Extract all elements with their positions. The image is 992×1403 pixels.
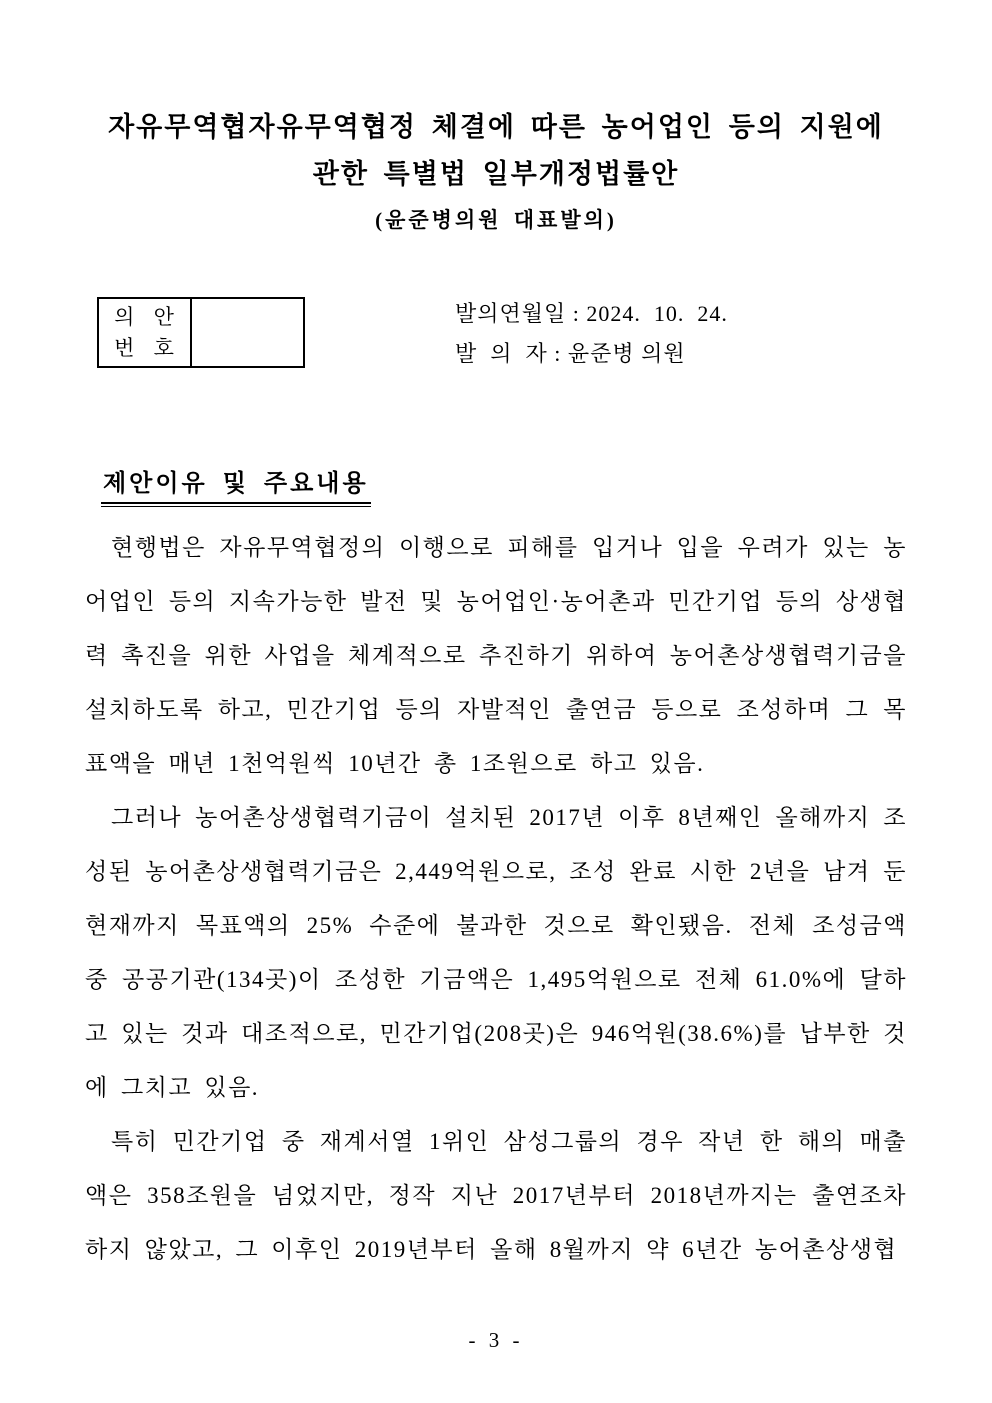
proposal-date: 발의연월일 : 2024. 10. 24. [455, 301, 728, 326]
title-line-1: 자유무역협자유무역협정 체결에 따른 농어업인 등의 지원에 [108, 112, 884, 142]
bill-number-label [99, 299, 192, 366]
page-number: - 3 - [468, 1328, 524, 1352]
bill-number-value [192, 299, 303, 366]
section-heading [101, 463, 371, 507]
bill-number-label-line1: 의 안 [114, 304, 175, 329]
body-paragraph: 그러나 농어촌상생협력기금이 설치된 2017년 이후 8년째인 올해까지 조성된 농어촌상생협력기금은 2,449억원으로, 조성 완료 시한 2년을 남겨 둔 현재까지 목표액의 25% 수준에 불과한 것으로 확인됐음. 전체 조성금액 중 공공기관(134곳)이 조성한 기금액은 1,495억원으로 전체 61.0%에 달하고 있는 것과 대조적으로, 민간기업(208곳)은 946억원(38.6%)를 납부한 것에 그치고 있음. [85, 805, 907, 1100]
body-paragraph: 특히 민간기업 중 재계서열 1위인 삼성그룹의 경우 작년 한 해의 매출액은 358조원을 넘었지만, 정작 지난 2017년부터 2018년까지는 출연조차 하지 않았고, 그 이후인 2019년부터 올해 8월까지 약 6년간 농어촌상생협 [85, 1129, 907, 1262]
title-line-2: 관한 특별법 일부개정법률안 [312, 159, 680, 189]
proposer-name: 발 의 자 : 윤준병 의원 [455, 341, 686, 366]
proposer-subtitle: (윤준병의원 대표발의) [375, 208, 617, 232]
bill-meta [455, 294, 728, 374]
bill-number-label-line2: 번 호 [114, 335, 175, 360]
document-title [0, 104, 992, 240]
document-body [85, 521, 907, 1277]
body-paragraph: 현행법은 자유무역협정의 이행으로 피해를 입거나 입을 우려가 있는 농어업인 등의 지속가능한 발전 및 농어업인·농어촌과 민간기업 등의 상생협력 촉진을 위한 사업을 체계적으로 추진하기 위하여 농어촌상생협력기금을 설치하도록 하고, 민간기업 등의 자발적인 출연금 등으로 조성하며 그 목표액을 매년 1천억원씩 10년간 총 1조원으로 하고 있음. [85, 535, 907, 776]
section-heading-text: 제안이유 및 주요내용 [101, 463, 371, 504]
bill-number-box [97, 297, 305, 368]
